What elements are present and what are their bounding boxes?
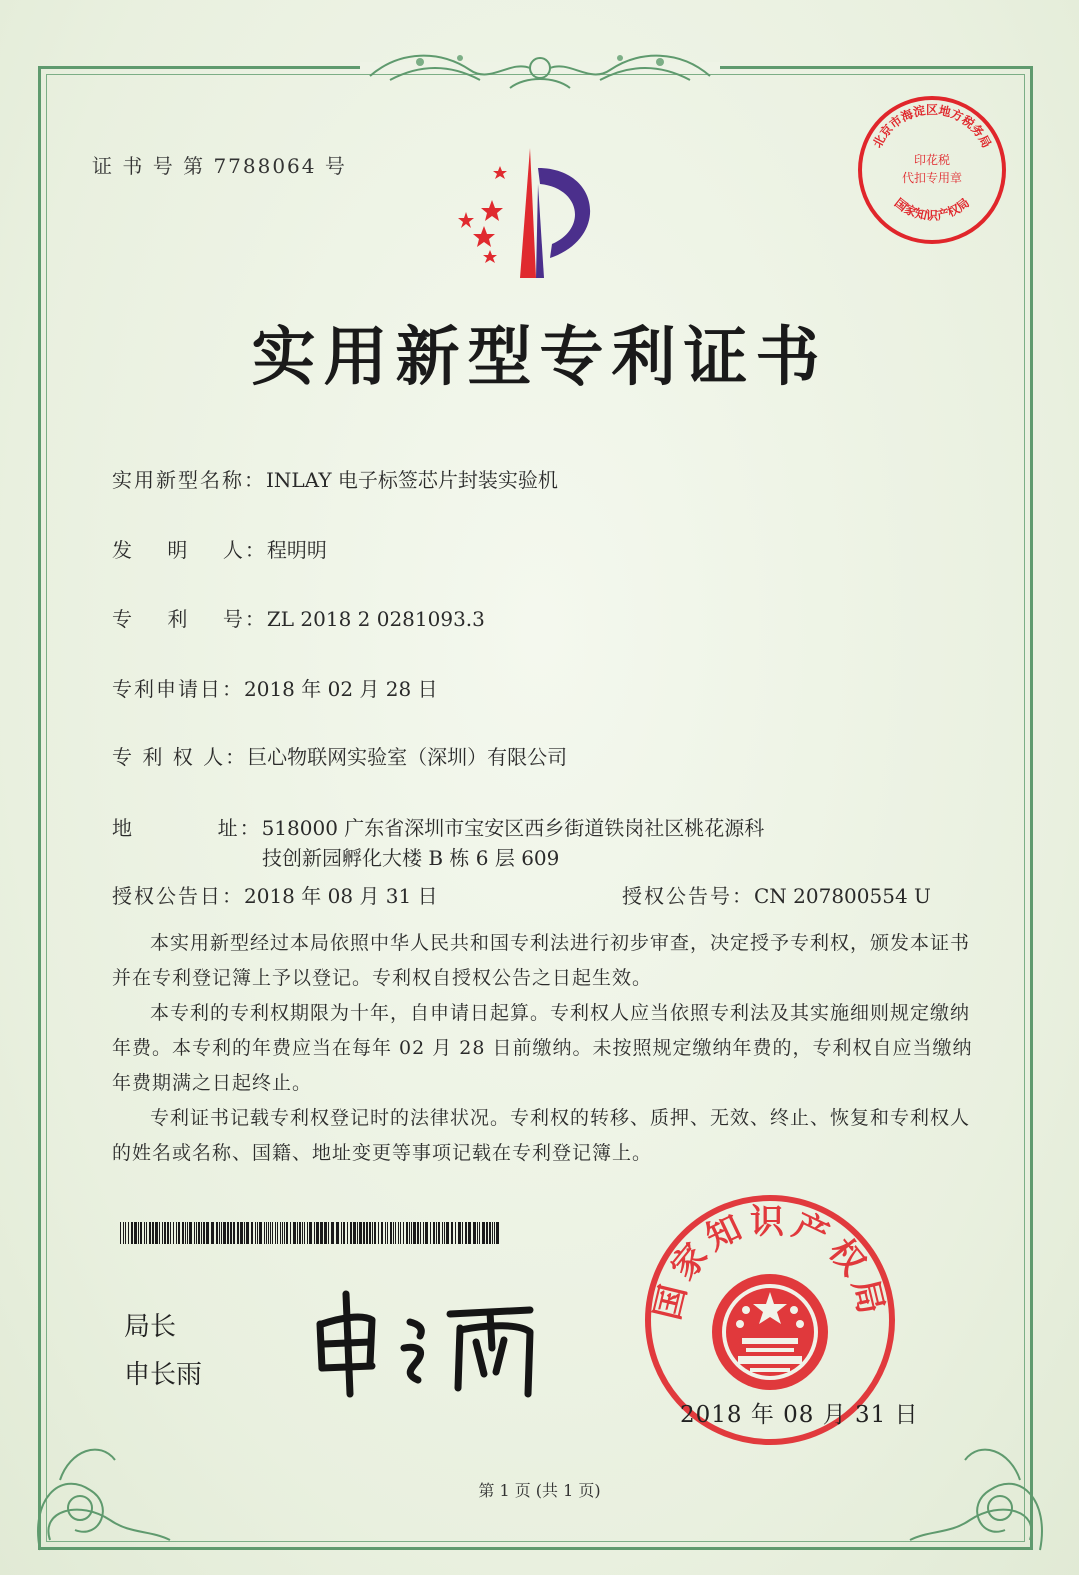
barcode-bar xyxy=(347,1222,348,1244)
barcode-bar xyxy=(436,1222,437,1244)
certificate-body xyxy=(112,926,982,1171)
barcode-bar xyxy=(316,1222,319,1244)
barcode-bar xyxy=(425,1222,428,1244)
barcode-bar xyxy=(268,1222,269,1244)
top-ornament xyxy=(360,40,720,100)
barcode-bar xyxy=(178,1222,180,1244)
barcode-bar xyxy=(123,1222,124,1244)
barcode-bar xyxy=(290,1222,291,1244)
utility-model-name-label: 实用新型名称： xyxy=(112,468,266,492)
svg-text:国家知识产权局 xyxy=(892,196,972,223)
barcode-bar xyxy=(223,1222,226,1244)
barcode-bar xyxy=(423,1222,424,1244)
barcode-bar xyxy=(451,1222,453,1244)
barcode-bar xyxy=(390,1222,392,1244)
barcode-bar xyxy=(378,1222,379,1244)
barcode-bar xyxy=(372,1222,373,1244)
barcode-bar xyxy=(369,1222,371,1244)
barcode-bar xyxy=(468,1222,471,1244)
barcode-bar xyxy=(417,1222,419,1244)
utility-model-name-row xyxy=(112,464,558,493)
barcode-bar xyxy=(206,1222,209,1244)
barcode-bar xyxy=(320,1222,323,1244)
barcode-bar xyxy=(152,1222,154,1244)
application-date-row xyxy=(112,673,438,702)
barcode-bar xyxy=(140,1222,142,1244)
barcode-bar xyxy=(275,1222,276,1244)
barcode-bar xyxy=(350,1222,352,1244)
barcode-bar xyxy=(430,1222,431,1244)
barcode-bar xyxy=(187,1222,188,1244)
svg-text:北京市海淀区地方税务局 xyxy=(870,102,994,150)
tax-seal-bottom-text: 国家知识产权局 xyxy=(891,195,973,223)
barcode-bar xyxy=(149,1222,151,1244)
barcode-bar xyxy=(240,1222,243,1244)
barcode-bar xyxy=(272,1222,273,1244)
address-line2-row xyxy=(262,842,559,871)
seal-date: 2018 年 08 月 31 日 xyxy=(680,1402,919,1428)
patentee-value: 巨心物联网实验室（深圳）有限公司 xyxy=(247,745,568,769)
barcode-bar xyxy=(270,1222,271,1244)
patent-number-value: ZL 2018 2 0281093.3 xyxy=(266,607,485,631)
barcode-bar xyxy=(277,1222,278,1244)
barcode-bar xyxy=(173,1222,174,1244)
barcode-bar xyxy=(219,1222,220,1244)
barcode-bar xyxy=(198,1222,200,1244)
barcode-bar xyxy=(138,1222,139,1244)
barcode-bar xyxy=(353,1222,356,1244)
national-emblem xyxy=(712,1274,828,1390)
barcode-bar xyxy=(496,1222,499,1244)
barcode-bar xyxy=(411,1222,412,1244)
barcode-bar xyxy=(170,1222,171,1244)
barcode-bar xyxy=(359,1222,362,1244)
utility-model-name-value: INLAY 电子标签芯片封装实验机 xyxy=(266,468,558,492)
barcode-bar xyxy=(314,1222,315,1244)
barcode-bar xyxy=(196,1222,197,1244)
barcode-bar xyxy=(155,1222,158,1244)
barcode-bar xyxy=(251,1222,253,1244)
barcode-bar xyxy=(403,1222,404,1244)
grant-date-label: 授权公告日： xyxy=(112,884,244,908)
page-number: 第 1 页 (共 1 页) xyxy=(478,1481,601,1500)
barcode-bar xyxy=(309,1222,312,1244)
barcode-bar xyxy=(307,1222,308,1244)
certificate-number xyxy=(92,150,347,179)
barcode-bar xyxy=(211,1222,214,1244)
address-label: 地 址： xyxy=(112,816,262,840)
certificate-title: 实用新型专利证书 xyxy=(251,321,828,395)
barcode-bar xyxy=(433,1222,435,1244)
barcode-bar xyxy=(293,1222,296,1244)
barcode-bar xyxy=(400,1222,401,1244)
director-name: 申长雨 xyxy=(124,1360,203,1390)
barcode xyxy=(120,1222,500,1244)
grant-number-row xyxy=(622,880,931,909)
application-date-value: 2018 年 02 月 28 日 xyxy=(244,677,438,701)
barcode-bar xyxy=(458,1222,461,1244)
director-signature xyxy=(300,1284,560,1404)
barcode-bar xyxy=(477,1222,478,1244)
application-date-label: 专利申请日： xyxy=(112,677,244,701)
barcode-bar xyxy=(420,1222,421,1244)
barcode-bar xyxy=(413,1222,416,1244)
barcode-bar xyxy=(486,1222,488,1244)
barcode-bar xyxy=(341,1222,342,1244)
barcode-bar xyxy=(120,1222,121,1244)
grant-date-value: 2018 年 08 月 31 日 xyxy=(244,884,438,908)
barcode-bar xyxy=(479,1222,480,1244)
patentee-label: 专 利 权 人： xyxy=(112,745,248,769)
barcode-bar xyxy=(438,1222,440,1244)
barcode-bar xyxy=(304,1222,305,1244)
barcode-bar xyxy=(446,1222,449,1244)
certificate-number-suffix: 号 xyxy=(324,154,347,178)
barcode-bar xyxy=(131,1222,133,1244)
patentee-row xyxy=(112,741,567,770)
barcode-bar xyxy=(398,1222,399,1244)
barcode-bar xyxy=(297,1222,298,1244)
barcode-bar xyxy=(134,1222,137,1244)
barcode-bar xyxy=(409,1222,410,1244)
address-line1: 518000 广东省深圳市宝安区西乡街道铁岗社区桃花源科 xyxy=(261,816,765,840)
barcode-bar xyxy=(331,1222,334,1244)
barcode-bar xyxy=(259,1222,262,1244)
barcode-bar xyxy=(286,1222,288,1244)
body-paragraph-3: 专利证书记载专利权登记时的法律状况。专利权的转移、质押、无效、终止、恢复和专利权人的姓名或名称、国籍、地址变更等事项记载在专利登记簿上。 xyxy=(112,1107,971,1164)
tax-seal-center-line2: 代扣专用章 xyxy=(901,171,963,185)
tax-seal-ring-text: 北京市海淀区地方税务局 xyxy=(870,103,994,151)
patent-number-label: 专 利 号： xyxy=(112,607,267,631)
barcode-bar xyxy=(381,1222,383,1244)
barcode-bar xyxy=(128,1222,129,1244)
director-title: 局长 xyxy=(124,1312,177,1342)
barcode-bar xyxy=(465,1222,467,1244)
barcode-bar xyxy=(159,1222,160,1244)
barcode-bar xyxy=(494,1222,495,1244)
grant-number-value: CN 207800554 U xyxy=(754,884,931,908)
barcode-bar xyxy=(482,1222,485,1244)
barcode-bar xyxy=(328,1222,329,1244)
bottom-left-ornament xyxy=(20,1380,180,1560)
barcode-bar xyxy=(264,1222,265,1244)
barcode-bar xyxy=(246,1222,249,1244)
barcode-bar xyxy=(302,1222,303,1244)
tax-seal-center-line1: 印花税 xyxy=(913,153,951,167)
barcode-bar xyxy=(233,1222,235,1244)
barcode-bar xyxy=(336,1222,339,1244)
barcode-bar xyxy=(125,1222,126,1244)
barcode-bar xyxy=(393,1222,394,1244)
barcode-bar xyxy=(182,1222,184,1244)
grant-date-row xyxy=(112,880,438,909)
barcode-bar xyxy=(280,1222,281,1244)
barcode-bar xyxy=(387,1222,388,1244)
barcode-bar xyxy=(343,1222,345,1244)
barcode-bar xyxy=(299,1222,301,1244)
barcode-bar xyxy=(203,1222,205,1244)
barcode-bar xyxy=(194,1222,195,1244)
barcode-bar xyxy=(266,1222,267,1244)
barcode-bar xyxy=(144,1222,145,1244)
barcode-bar xyxy=(221,1222,222,1244)
barcode-bar xyxy=(237,1222,239,1244)
barcode-bar xyxy=(442,1222,443,1244)
address-row xyxy=(112,812,764,841)
barcode-bar xyxy=(282,1222,283,1244)
barcode-bar xyxy=(444,1222,445,1244)
barcode-bar xyxy=(244,1222,245,1244)
barcode-bar xyxy=(189,1222,192,1244)
seal-ring-text: 国家知识产权局 xyxy=(647,1202,893,1324)
barcode-bar xyxy=(284,1222,285,1244)
barcode-bar xyxy=(489,1222,491,1244)
barcode-bar xyxy=(395,1222,396,1244)
barcode-bar xyxy=(176,1222,177,1244)
barcode-bar xyxy=(230,1222,232,1244)
barcode-bar xyxy=(227,1222,229,1244)
barcode-bar xyxy=(255,1222,256,1244)
barcode-bar xyxy=(366,1222,368,1244)
address-line2: 技创新园孵化大楼 B 栋 6 层 609 xyxy=(262,846,560,870)
barcode-bar xyxy=(162,1222,163,1244)
barcode-bar xyxy=(385,1222,386,1244)
barcode-bar xyxy=(462,1222,463,1244)
grant-number-label: 授权公告号： xyxy=(622,884,754,908)
patent-number-row xyxy=(112,603,485,632)
certificate-number-label: 证 书 号 第 xyxy=(92,154,206,178)
barcode-bar xyxy=(324,1222,327,1244)
body-paragraph-1: 本实用新型经过本局依照中华人民共和国专利法进行初步审查，决定授予专利权，颁发本证书并在专利登记簿上予以登记。专利权自授权公告之日起生效。 xyxy=(112,932,971,989)
tax-stamp-seal xyxy=(852,90,1012,250)
body-paragraph-2: 本专利的专利权期限为十年，自申请日起算。专利权人应当依照专利法及其实施细则规定缴纳年费。本专利的年费应当在每年 02 月 28 日前缴纳。未按照规定缴纳年费的，专利权自应当缴纳年费期满之日起终止。 xyxy=(112,1002,973,1094)
barcode-bar xyxy=(216,1222,218,1244)
inventor-label: 发 明 人： xyxy=(112,538,267,562)
barcode-bar xyxy=(406,1222,408,1244)
barcode-bar xyxy=(492,1222,493,1244)
inventor-value: 程明明 xyxy=(266,538,327,562)
barcode-bar xyxy=(167,1222,169,1244)
certificate-number-value: 7788064 xyxy=(213,154,317,178)
barcode-bar xyxy=(357,1222,358,1244)
barcode-bar xyxy=(164,1222,166,1244)
barcode-bar xyxy=(257,1222,258,1244)
barcode-bar xyxy=(185,1222,186,1244)
barcode-bar xyxy=(455,1222,456,1244)
inventor-row xyxy=(112,534,327,563)
barcode-bar xyxy=(146,1222,147,1244)
barcode-bar xyxy=(374,1222,376,1244)
cnipa-logo xyxy=(440,148,620,288)
barcode-bar xyxy=(473,1222,476,1244)
barcode-bar xyxy=(363,1222,365,1244)
barcode-bar xyxy=(201,1222,202,1244)
bottom-right-ornament xyxy=(900,1380,1060,1560)
